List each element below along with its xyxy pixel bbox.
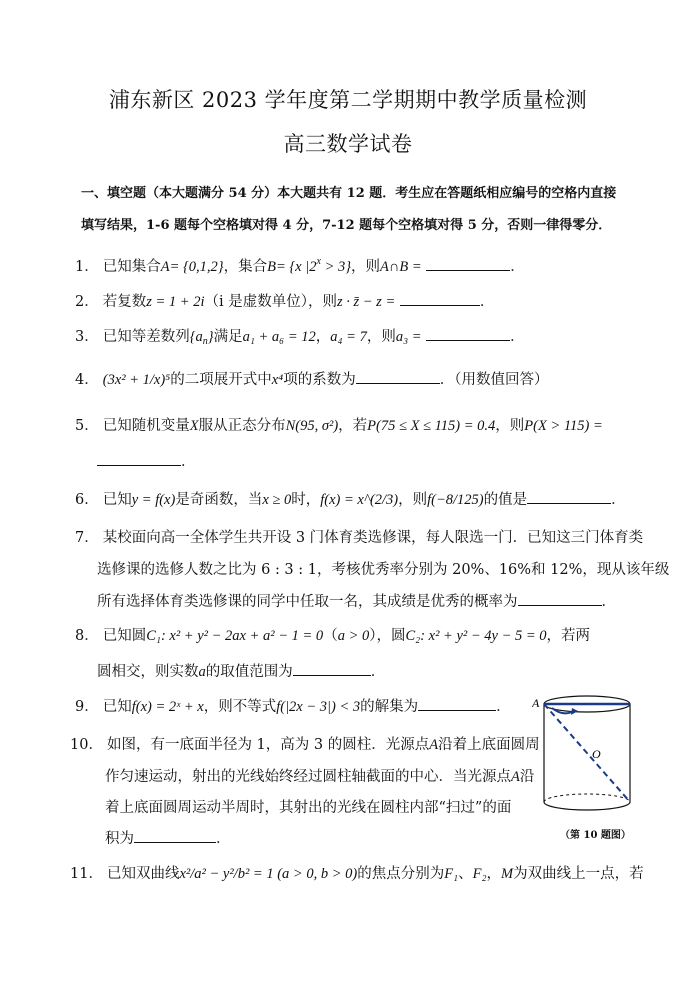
answer-blank	[97, 451, 181, 466]
question-10-line-2	[105, 765, 534, 786]
text: 、	[458, 866, 473, 882]
cylinder-figure	[532, 690, 642, 840]
text: ，集合	[223, 259, 268, 275]
math: x⁴	[271, 372, 284, 388]
text: ，则	[398, 492, 428, 508]
question-number: 9．	[75, 699, 99, 715]
text: 的取值范围为	[205, 664, 293, 680]
question-9	[75, 695, 511, 716]
text: 着上底面圆周运动半周时，其射出的光线在圆柱内部“扫过”的面	[105, 800, 512, 816]
text: ．	[370, 664, 386, 680]
text: 是奇函数，当	[175, 492, 263, 508]
math: x²/a² − y²/b² = 1 (a > 0, b > 0)	[179, 866, 358, 882]
math: {a	[189, 329, 203, 345]
math: A	[429, 737, 439, 753]
question-7-line-3	[97, 590, 616, 611]
question-2	[75, 290, 494, 311]
question-4	[75, 368, 548, 389]
text: ，则不等式	[203, 699, 277, 715]
answer-blank	[356, 369, 440, 384]
question-5-line-2	[97, 450, 196, 471]
text: ．	[181, 454, 196, 470]
question-8-line-2	[97, 660, 385, 681]
math: = {x |2	[275, 259, 317, 275]
cylinder-diagram	[532, 690, 642, 820]
text: ，则	[366, 329, 396, 345]
question-7-line-2	[97, 558, 669, 579]
text: 已知随机变量	[102, 418, 190, 434]
label-O: O	[592, 747, 601, 761]
math: N(95, σ²)	[285, 418, 339, 434]
question-10-line-3	[105, 796, 511, 817]
text: （	[323, 628, 338, 644]
text: 所有选择体育类选修课的同学中任取一名，其成绩是优秀的概率为	[97, 594, 518, 610]
text: 已知集合	[102, 259, 161, 275]
bottom-back	[544, 794, 630, 802]
question-number: 4．	[75, 372, 99, 388]
math: f(x) = x^(2/3)	[320, 492, 399, 508]
text: 选修课的选修人数之比为 6 : 3 : 1，考核优秀率分别为 20%、16%和 12%，现从该年级	[97, 562, 670, 578]
arrowhead-icon	[571, 708, 578, 715]
text: ．（用数值回答）	[439, 372, 549, 388]
math: > 3}	[320, 259, 352, 275]
question-number: 7．	[75, 530, 99, 546]
question-number: 6．	[75, 492, 99, 508]
text: ．	[510, 329, 525, 345]
figure-caption: （第 10 题图）	[560, 830, 631, 841]
question-6	[75, 488, 626, 509]
answer-blank	[527, 489, 611, 504]
text: ．	[479, 294, 495, 310]
text: 的解集为	[360, 699, 419, 715]
question-7	[75, 526, 643, 547]
label-A: A	[532, 696, 540, 710]
math: F₁	[444, 866, 459, 882]
bottom-front	[544, 802, 630, 810]
text: ，	[486, 866, 502, 882]
question-number: 3．	[75, 329, 99, 345]
section-line-2: 填写结果，1-6 题每个空格填对得 4 分，7-12 题每个空格填对得 5 分，否则一律得零分．	[81, 218, 612, 233]
text: ．	[216, 831, 231, 847]
math: x ≥ 0	[262, 492, 292, 508]
text: ，	[315, 329, 331, 345]
math: B	[267, 259, 276, 275]
math: y = f(x)	[131, 492, 176, 508]
question-number: 2．	[75, 294, 99, 310]
question-3	[75, 325, 525, 347]
math: = {0,1,2}	[169, 259, 224, 275]
question-1	[75, 255, 525, 276]
question-5	[75, 414, 603, 435]
text: 某校面向高一全体学生共开设 3 门体育类选修课，每人限选一门．已知这三门体育类	[102, 530, 644, 546]
text: 服从正态分布	[198, 418, 286, 434]
question-10-line-4	[105, 827, 231, 848]
math: a₃ =	[395, 329, 422, 345]
light-ray	[544, 704, 630, 802]
section-heading	[81, 178, 621, 242]
text: ．	[510, 259, 525, 275]
text: 沿	[519, 769, 535, 785]
math: X	[189, 418, 199, 434]
text: ．	[496, 699, 511, 715]
question-10	[70, 733, 540, 754]
math: x	[316, 256, 321, 267]
text: ，则	[495, 418, 525, 434]
math: (3x² + 1/x)⁵	[102, 372, 171, 388]
text: 满足	[213, 329, 243, 345]
question-11	[70, 862, 644, 883]
text: 作匀速运动，射出的光线始终经过圆柱轴截面的中心．当光源点	[105, 769, 511, 785]
text: ．	[611, 492, 626, 508]
question-number: 8．	[75, 628, 99, 644]
question-number: 1．	[75, 259, 99, 275]
text: 沿着上底面圆周	[438, 737, 540, 753]
answer-blank	[418, 696, 496, 711]
math: a₁ + a₆ = 12	[242, 329, 316, 345]
text: 的焦点分别为	[357, 866, 445, 882]
answer-blank	[134, 828, 216, 843]
math: M	[501, 866, 514, 882]
answer-blank	[400, 291, 480, 306]
answer-blank	[426, 326, 510, 341]
math: z = 1 + 2i	[146, 294, 205, 310]
section-line-1: 一、填空题（本大题满分 54 分）本大题共有 12 题．考生应在答题纸相应编号的空格内直接	[81, 186, 617, 201]
math: A	[511, 769, 520, 785]
text: 已知圆	[102, 628, 147, 644]
math: C₂: x² + y² − 4y − 5 = 0	[405, 628, 547, 644]
text: 如图，有一底面半径为 1，高为 3 的圆柱．光源点	[106, 737, 430, 753]
text: 圆相交，则实数	[97, 664, 199, 680]
math: P(X > 115) =	[524, 418, 603, 434]
text: 积为	[105, 831, 134, 847]
text: 的值是	[483, 492, 528, 508]
math: A∩B =	[380, 259, 422, 275]
math: f(x) = 2ˣ + x	[131, 699, 204, 715]
math: C₁: x² + y² − 2ax + a² − 1 = 0	[146, 628, 324, 644]
math: }	[207, 329, 214, 345]
text: 时，	[291, 492, 321, 508]
answer-blank	[518, 591, 602, 606]
math: F₂	[472, 866, 487, 882]
text: 项的系数为	[283, 372, 356, 388]
text: （i 是虚数单位），则	[204, 294, 337, 310]
text: ，若	[338, 418, 368, 434]
text: 已知双曲线	[106, 866, 180, 882]
text: 已知	[102, 699, 132, 715]
answer-blank	[293, 661, 371, 676]
math: A	[160, 259, 170, 275]
text: ，若两	[546, 628, 591, 644]
question-8	[75, 624, 590, 645]
text: 已知	[102, 492, 132, 508]
text: 已知等差数列	[102, 329, 190, 345]
page-subtitle: 高三数学试卷	[283, 132, 413, 156]
text: ．	[601, 594, 616, 610]
question-number: 5．	[75, 418, 99, 434]
math: a > 0	[337, 628, 370, 644]
text: 的二项展开式中	[170, 372, 272, 388]
page-title: 浦东新区 2023 学年度第二学期期中教学质量检测	[108, 88, 588, 112]
math: a	[198, 664, 206, 680]
text: ，则	[351, 259, 381, 275]
text: ），圆	[369, 628, 406, 644]
question-number: 11．	[70, 866, 103, 882]
math: f(−8/125)	[427, 492, 484, 508]
math: P(75 ≤ X ≤ 115) = 0.4	[367, 418, 496, 434]
answer-blank	[426, 256, 510, 271]
math: f(|2x − 3|) < 3	[276, 699, 361, 715]
question-number: 10．	[70, 737, 103, 753]
math: n	[202, 336, 208, 347]
text: 为双曲线上一点，若	[513, 866, 644, 882]
text: 若复数	[102, 294, 147, 310]
math: z · z̄ − z =	[336, 294, 396, 310]
math: a₄ = 7	[330, 329, 367, 345]
